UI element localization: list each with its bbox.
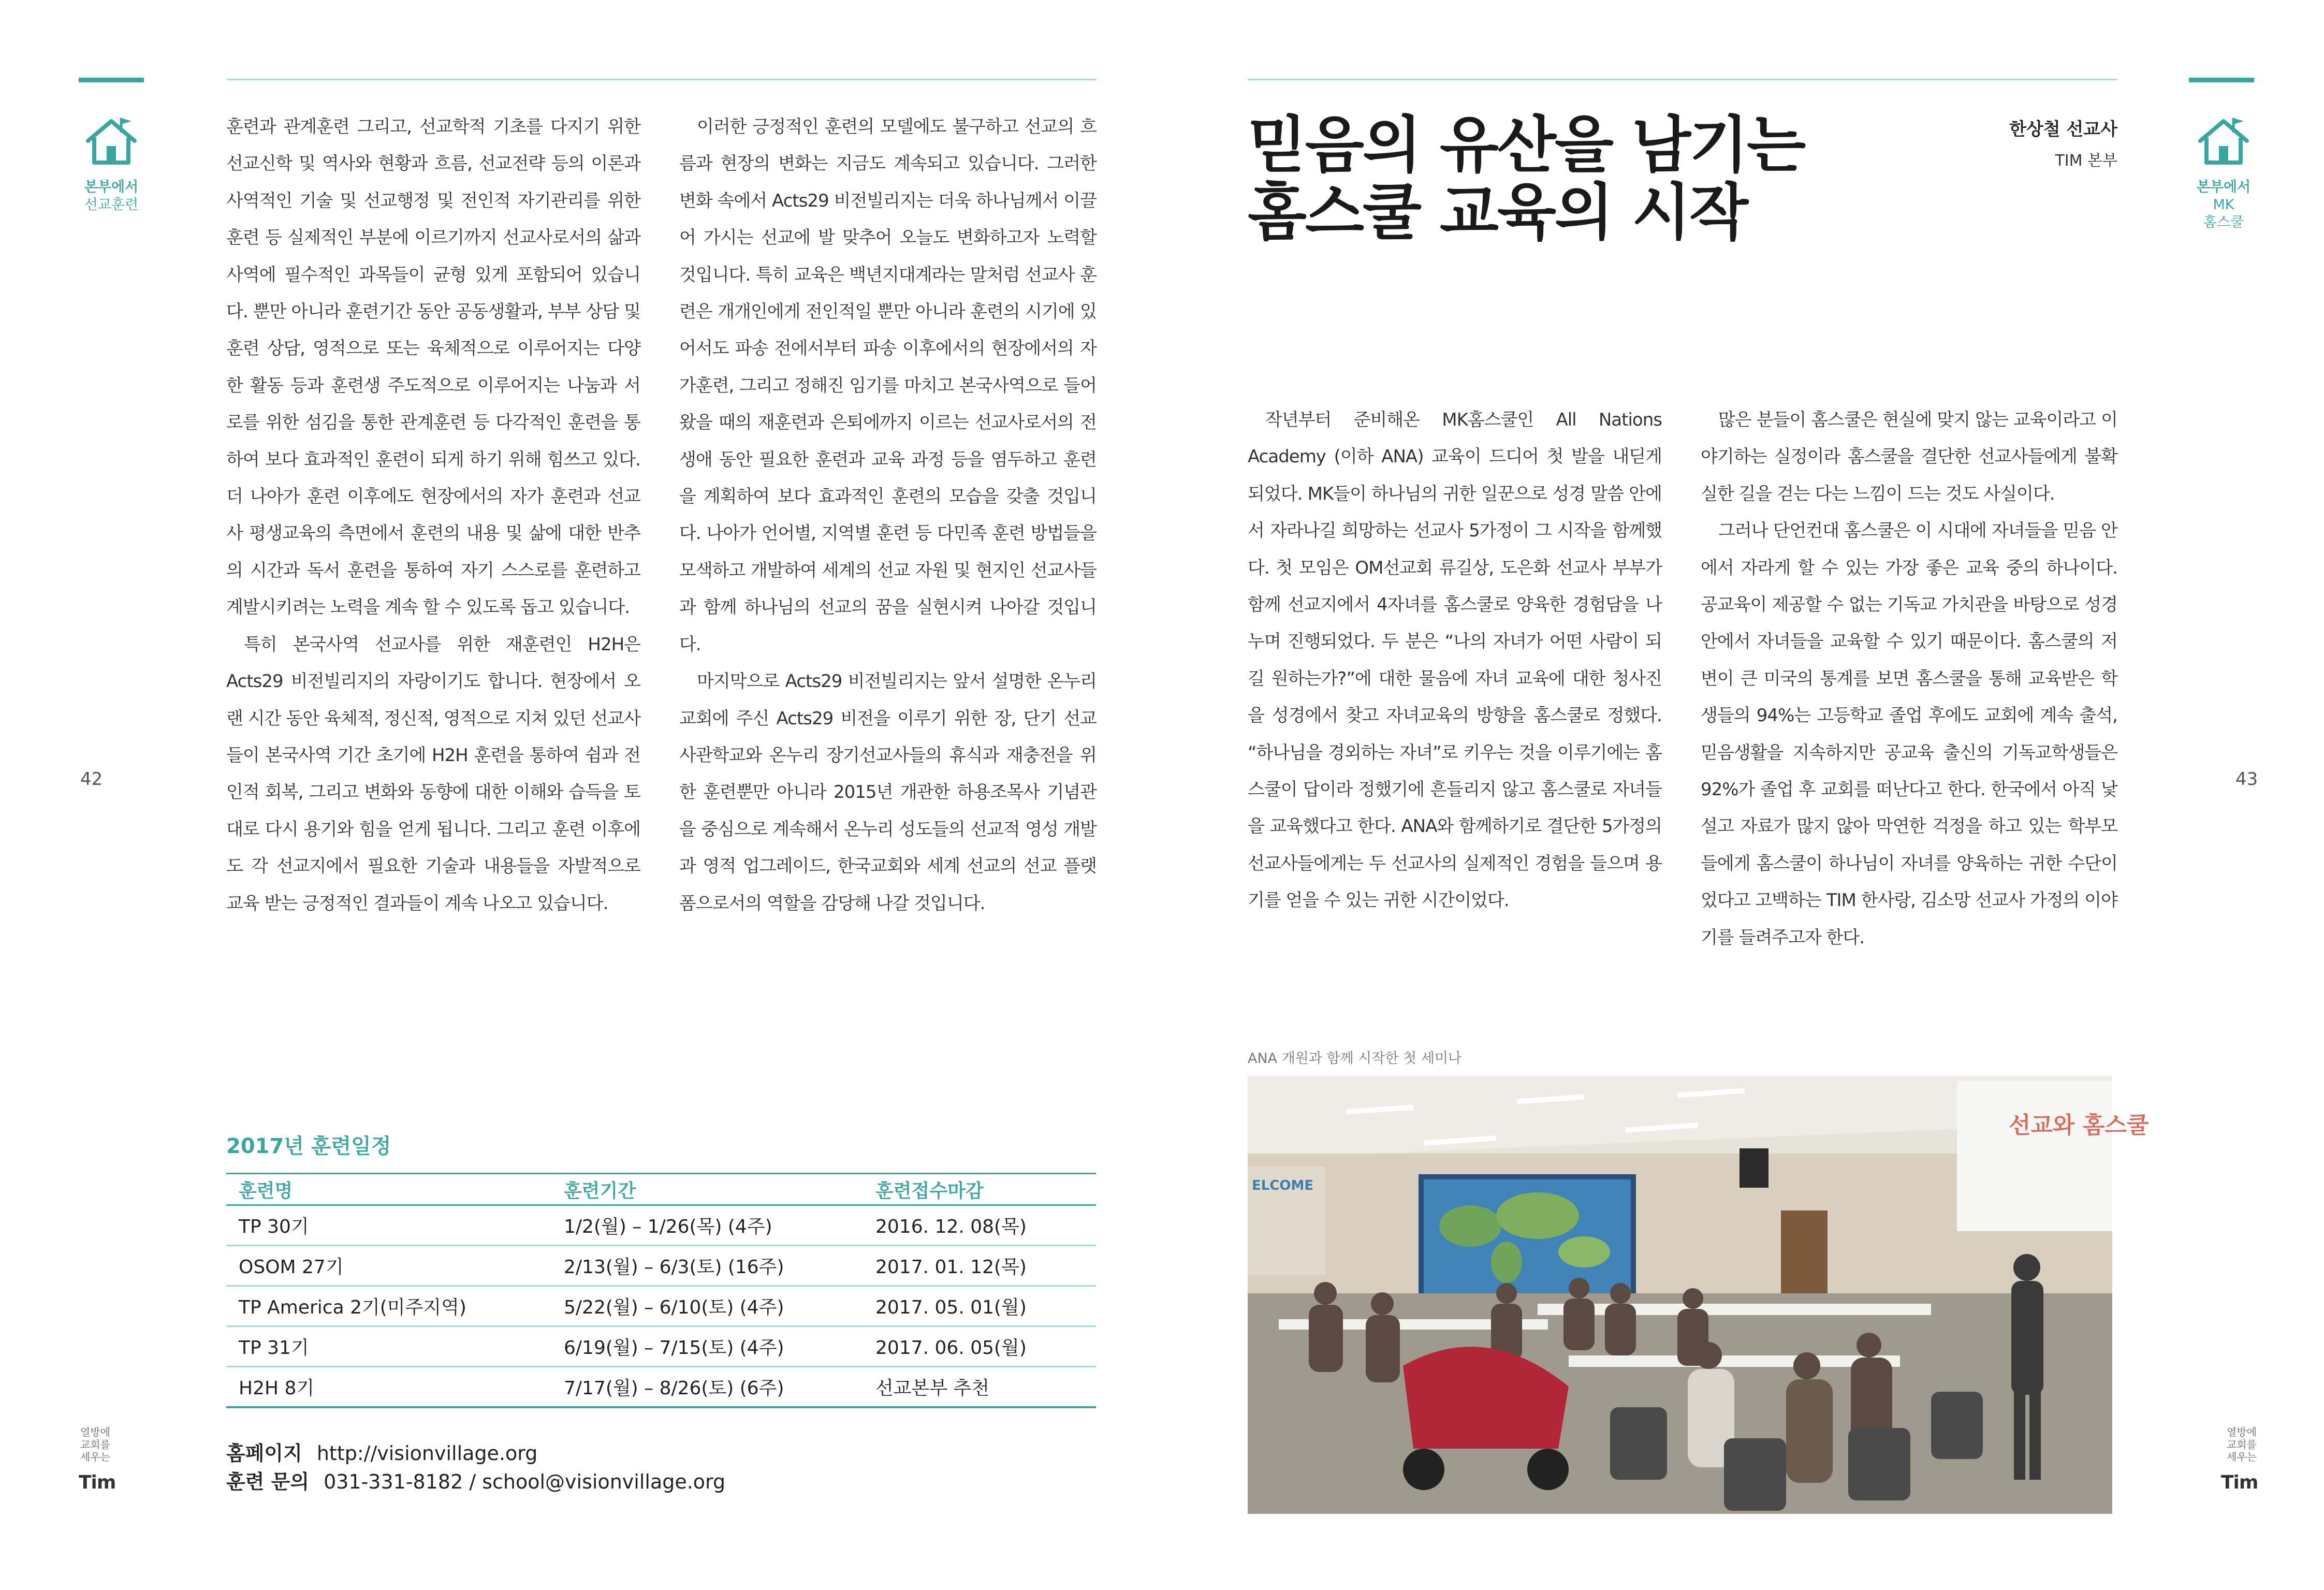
paragraph: 훈련과 관계훈련 그리고, 선교학적 기초를 다지기 위한 선교신학 및 역사와 현황과 흐름, 선교전략 등의 이론과 사역적인 기술 및 선교행정 및 전인적 자기관리를 위한 훈련 등 실제적인 부분에 이르기까지 선교사로서의 삶과 사역에 필수적인 과목들이 균형 있게 포함되어 있습니다. 뿐만 아니라 훈련기간 동안 공동생활과, 부부 상담 및 훈련 상담, 영적으로 또는 육체적으로 이루어지는 다양한 활동 등과 훈련생 주도적으로 이루어지는 나눔과 서로를 위한 섬김을 통한 관계훈련 등 다각적인 훈련을 통하여 보다 효과적인 훈련이 되게 하기 위해 힘쓰고 있다. 더 나아가 훈련 이후에도 현장에서의 자가 훈련과 선교사 평생교육의 측면에서 훈련의 내용 및 삶에 대한 반추의 시간과 독서 훈련을 통하여 자기 스스로를 훈련하고 계발시키려는 노력을 계속 할 수 있도록 돕고 있습니다. — [226, 116, 640, 618]
tagline-line: 교회를 — [2227, 1438, 2257, 1451]
photo-wall-text: ELCOME — [1252, 1178, 1314, 1193]
author-block — [1967, 115, 2117, 170]
left-top-rule — [227, 79, 1097, 80]
side-label-strong: 본부에서 — [2196, 179, 2251, 195]
table-row — [226, 1367, 1096, 1408]
schedule-header: 훈련명 — [226, 1174, 551, 1205]
tagline-line: 세우는 — [80, 1451, 110, 1463]
tagline-line: 교회를 — [80, 1438, 110, 1451]
table-cell: 2017. 06. 05(월) — [863, 1326, 1096, 1367]
table-cell: H2H 8기 — [226, 1367, 551, 1408]
homepage-line — [226, 1439, 725, 1468]
table-cell: TP 30기 — [226, 1205, 551, 1246]
schedule-header-row — [226, 1174, 1096, 1205]
paragraph: 마지막으로 Acts29 비전빌리지는 앞서 설명한 온누리교회에 주신 Acts29 비전을 이루기 위한 장, 단기 선교 사관학교와 온누리 장기선교사들의 휴식과 재충전을 위한 훈련뿐만 아니라 2015년 개관한 하용조목사 기념관을 중심으로 계속해서 온누리 성도들의 선교적 영성 개발과 영적 업그레이드, 한국교회와 세계 선교의 선교 플랫폼으로서의 역할을 감당해 나갈 것입니다. — [679, 671, 1097, 914]
paragraph: 특히 본국사역 선교사를 위한 재훈련인 H2H은 Acts29 비전빌리지의 자랑이기도 합니다. 현장에서 오랜 시간 동안 육체적, 정신적, 영적으로 지쳐 있던 선교사들이 본국사역 기간 초기에 H2H 훈련을 통하여 쉼과 전인적 회복, 그리고 변화와 동향에 대한 이해와 습득을 토대로 다시 용기와 힘을 얻게 됩니다. 그리고 훈련 이후에도 각 선교지에서 필요한 기술과 내용들을 자발적으로 교육 받는 긍정적인 결과들이 계속 나오고 있습니다. — [226, 634, 640, 914]
left-accent-bar — [79, 78, 144, 82]
article-title — [1248, 111, 1804, 246]
table-cell: 5/22(월) – 6/10(토) (4주) — [551, 1286, 863, 1326]
house-flag-icon — [84, 115, 139, 167]
right-column-2 — [1701, 402, 2117, 956]
table-cell: TP 31기 — [226, 1326, 551, 1367]
schedule-table — [226, 1173, 1096, 1408]
table-row — [226, 1246, 1096, 1286]
side-label-text: 홈스쿨 — [2203, 214, 2244, 230]
table-row — [226, 1205, 1096, 1246]
right-side-label — [2184, 179, 2263, 231]
tagline-line: 열방에 — [2227, 1426, 2257, 1438]
footer-logo-left: Tim — [79, 1472, 116, 1493]
left-column-2 — [679, 109, 1097, 922]
table-cell: 2017. 05. 01(월) — [863, 1286, 1096, 1326]
table-row — [226, 1286, 1096, 1326]
house-flag-icon — [2196, 115, 2251, 167]
side-label-strong: 본부에서 — [84, 179, 139, 195]
side-label-text: 선교훈련 — [84, 197, 139, 213]
inquiry-label: 훈련 문의 — [226, 1470, 310, 1493]
table-row — [226, 1326, 1096, 1367]
author-org: TIM 본부 — [2055, 152, 2117, 170]
paragraph: 이러한 긍정적인 훈련의 모델에도 불구하고 선교의 흐름과 현장의 변화는 지금도 계속되고 있습니다. 그러한 변화 속에서 Acts29 비전빌리지는 더욱 하나님께서 이끌어 가시는 선교에 발 맞추어 오늘도 변화하고자 노력할 것입니다. 특히 교육은 백년지대계라는 말처럼 선교사 훈련은 개개인에게 전인적일 뿐만 아니라 훈련의 시기에 있어서도 파송 전에서부터 파송 이후에서의 현장에서의 자가훈련, 그리고 정해진 임기를 마치고 본국사역으로 들어왔을 때의 재훈련과 은퇴에까지 이르는 선교사로서의 전 생애 동안 필요한 훈련과 교육 과정 등을 염두하고 훈련을 계획하여 보다 효과적인 훈련의 모습을 갖출 것입니다. 나아가 언어별, 지역별 훈련 등 다민족 훈련 방법들을 모색하고 개발하여 세계의 선교 자원 및 현지인 선교사들과 함께 하나님의 선교의 꿈을 실현시켜 나아갈 것입니다. — [679, 116, 1097, 655]
right-accent-bar — [2189, 78, 2254, 82]
table-cell: 선교본부 추천 — [863, 1367, 1096, 1408]
table-cell: 7/17(월) – 8/26(토) (6주) — [551, 1367, 863, 1408]
left-side-label — [71, 179, 151, 214]
right-top-rule — [1248, 79, 2117, 80]
page-number-left: 42 — [80, 769, 103, 790]
left-column-1 — [226, 109, 640, 922]
title-line: 믿음의 유산을 남기는 — [1248, 109, 1805, 181]
footer-logo-right: Tim — [2221, 1472, 2258, 1493]
seminar-photo — [1248, 1076, 2149, 1514]
schedule-header: 훈련접수마감 — [863, 1174, 1096, 1205]
table-cell: 1/2(월) – 1/26(목) (4주) — [551, 1205, 863, 1246]
paragraph: 많은 분들이 홈스쿨은 현실에 맞지 않는 교육이라고 이야기하는 실정이라 홈스쿨을 결단한 선교사들에게 불확실한 길을 걷는 다는 느낌이 드는 것도 사실이다. — [1701, 410, 2117, 504]
paragraph: 그러나 단언컨대 홈스쿨은 이 시대에 자녀들을 믿음 안에서 자라게 할 수 있는 가장 좋은 교육 중의 하나이다. 공교육이 제공할 수 없는 기독교 가치관을 바탕으로 성경 안에서 자녀들을 교육할 수 있기 때문이다. 홈스쿨의 저변이 큰 미국의 통계를 보면 홈스쿨을 통해 교육받은 학생들의 94%는 고등학교 졸업 후에도 교회에 계속 출석, 믿음생활을 지속하지만 공교육 출신의 기독교학생들은 92%가 졸업 후 교회를 떠난다고 한다. 한국에서 아직 낯설고 자료가 많지 않아 막연한 걱정을 하고 있는 학부모들에게 홈스쿨이 하나님이 자녀를 양육하는 귀한 수단이었다고 고백하는 TIM 한사랑, 김소망 선교사 가정의 이야기를 들려주고자 한다. — [1701, 520, 2117, 948]
homepage-label: 홈페이지 — [226, 1442, 302, 1465]
tagline-line: 세우는 — [2227, 1451, 2257, 1463]
photo-caption: ANA 개원과 함께 시작한 첫 세미나 — [1248, 1051, 1462, 1067]
photo-screen-text: 선교와 홈스쿨 — [2009, 1112, 2149, 1139]
table-cell: OSOM 27기 — [226, 1246, 551, 1286]
right-column-1 — [1248, 402, 1662, 920]
contact-info — [226, 1439, 725, 1496]
footer-tagline-right — [2226, 1426, 2257, 1463]
table-cell: 2016. 12. 08(목) — [863, 1205, 1096, 1246]
page-number-right: 43 — [2235, 769, 2258, 790]
homepage-link[interactable]: http://visionvillage.org — [316, 1442, 538, 1465]
inquiry-line — [226, 1468, 725, 1496]
paragraph: 작년부터 준비해온 MK홈스쿨인 All Nations Academy (이하 ANA) 교육이 드디어 첫 발을 내딛게 되었다. MK들이 하나님의 귀한 일꾼으로 성경 말씀 안에서 자라나길 희망하는 선교사 5가정이 그 시작을 함께했다. 첫 모임은 OM선교회 류길상, 도은화 선교사 부부가 함께 선교지에서 4자녀를 홈스쿨로 양육한 경험담을 나누며 진행되었다. 두 분은 “나의 자녀가 어떤 사람이 되길 원하는가?”에 대한 물음에 자녀 교육에 대한 청사진을 성경에서 찾고 자녀교육의 방향을 홈스쿨로 정했다. “하나님을 경외하는 자녀”로 키우는 것을 이루기에는 홈스쿨이 답이라 정했기에 흔들리지 않고 홈스쿨로 자녀들을 교육했다고 한다. ANA와 함께하기로 결단한 5가정의 선교사들에게는 두 선교사의 실제적인 경험을 들으며 용기를 얻을 수 있는 귀한 시간이었다. — [1248, 410, 1662, 911]
table-cell: 2/13(월) – 6/3(토) (16주) — [551, 1246, 863, 1286]
schedule-header: 훈련기간 — [551, 1174, 863, 1205]
footer-tagline-left — [80, 1426, 110, 1463]
tagline-line: 열방에 — [80, 1426, 110, 1438]
table-cell: 2017. 01. 12(목) — [863, 1246, 1096, 1286]
schedule-title: 2017년 훈련일정 — [226, 1134, 391, 1158]
table-cell: TP America 2기(미주지역) — [226, 1286, 551, 1326]
side-label-text: MK — [2213, 197, 2234, 213]
author-name: 한상철 선교사 — [2009, 119, 2117, 140]
inquiry-value[interactable]: 031-331-8182 / school@visionvillage.org — [324, 1470, 726, 1493]
title-line: 홈스쿨 교육의 시작 — [1248, 177, 1747, 248]
table-cell: 6/19(월) – 7/15(토) (4주) — [551, 1326, 863, 1367]
